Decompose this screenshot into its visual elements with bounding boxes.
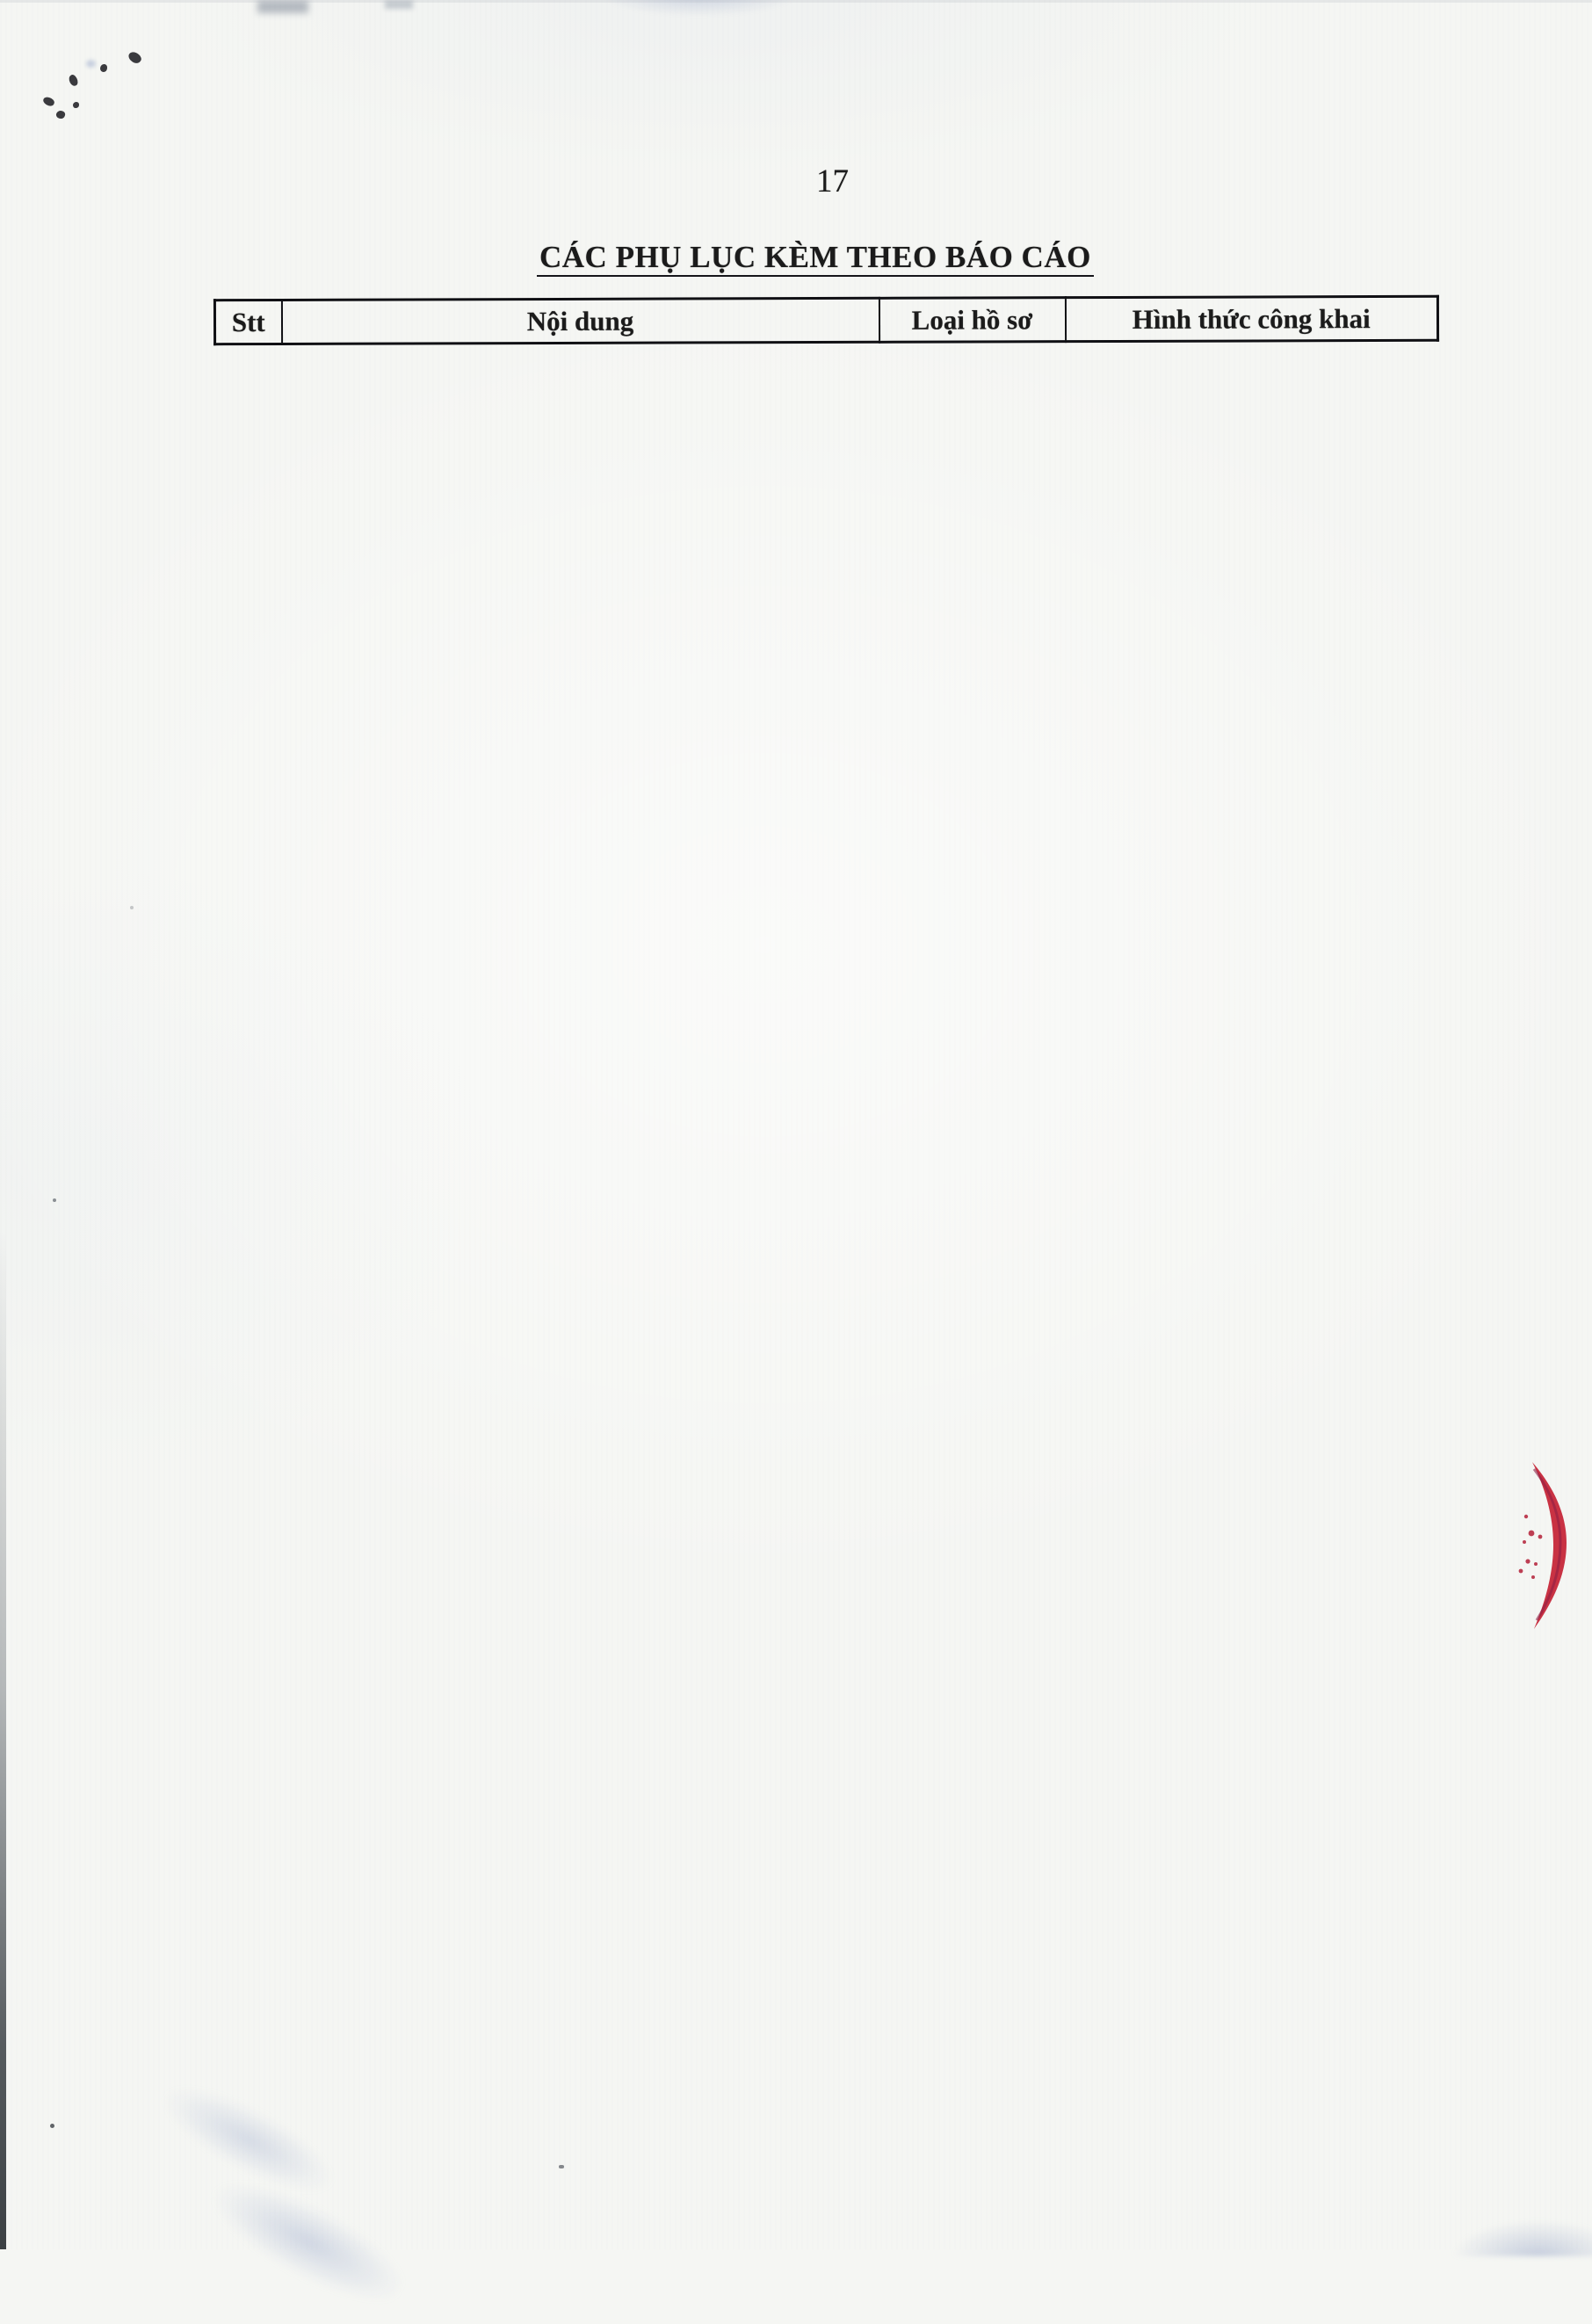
scan-smudge-top — [257, 0, 308, 13]
column-header-noi-dung: Nội dung — [281, 298, 879, 344]
appendix-table — [213, 295, 1439, 345]
stamp-dots — [1519, 1515, 1543, 1579]
column-header-loai-ho-so: Loại hồ sơ — [879, 298, 1065, 343]
stamp-mark — [1508, 1455, 1592, 1641]
ink-speck — [73, 102, 79, 108]
column-header-stt: Stt — [214, 300, 281, 344]
page-number: 17 — [816, 163, 849, 199]
header-row — [214, 296, 1437, 344]
scan-edge-line — [0, 0, 1592, 3]
stamp-arc — [1532, 1462, 1567, 1629]
scan-smudge-bottom-right — [1437, 2195, 1592, 2256]
ink-speck — [100, 64, 107, 72]
ink-speck — [67, 74, 79, 88]
ink-speck — [42, 95, 56, 107]
dust-speck — [130, 906, 134, 909]
doc-title: CÁC PHỤ LỤC KÈM THEO BÁO CÁO — [537, 242, 1094, 277]
stamp-arc-inner — [1534, 1469, 1560, 1620]
ink-speck — [55, 110, 66, 119]
column-header-hinh-thuc-cong-khai: Hình thức công khai — [1065, 296, 1437, 341]
left-edge-shadow — [0, 1230, 6, 2249]
table-header — [214, 296, 1437, 344]
ink-speck — [86, 60, 96, 68]
scan-smudge-bottom-left — [116, 2060, 445, 2324]
ink-speck — [127, 50, 143, 66]
dust-speck — [50, 2124, 54, 2128]
dust-speck — [559, 2165, 564, 2168]
dust-speck — [53, 1198, 56, 1202]
scan-smudge-top — [385, 0, 413, 9]
scan-smudge-top — [575, 0, 821, 37]
